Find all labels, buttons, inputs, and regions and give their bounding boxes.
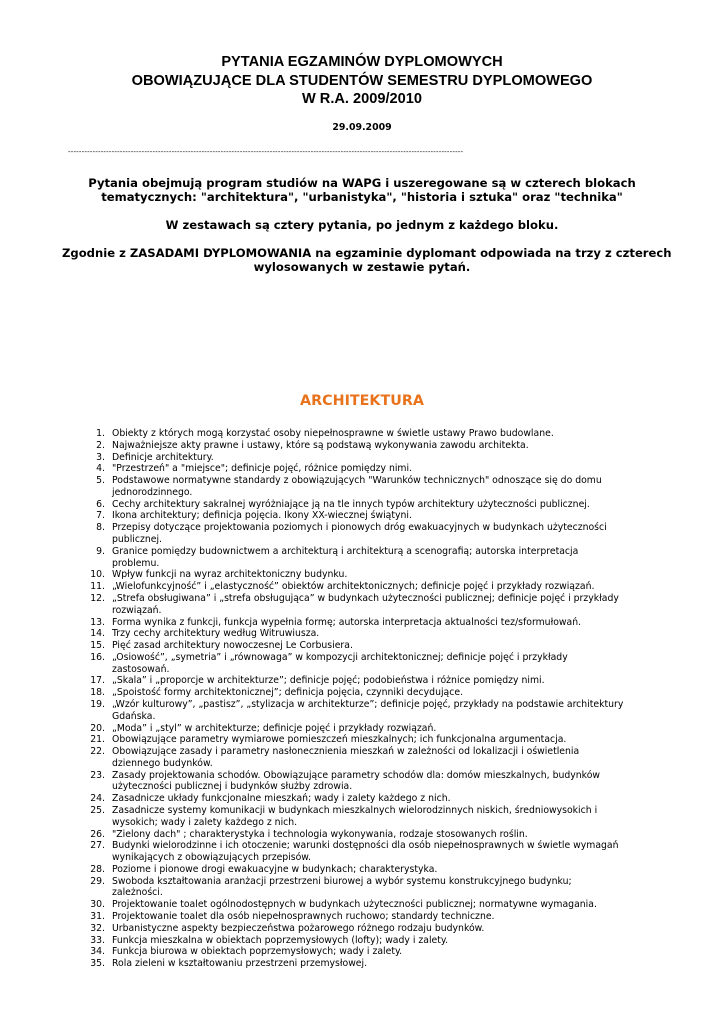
intro-line: Zgodnie z ZASADAMI DYPLOMOWANIA na egzaminie dyplomant odpowiada na trzy z czterech [62,246,672,260]
question-number: 33. [90,934,105,946]
document-date: 29.09.2009 [332,122,392,133]
question-text-line: „Spoistość formy architektonicznej”; definicja pojęcia, czynniki decydujące. [112,687,464,699]
question-item [86,958,646,970]
question-number: 15. [90,640,105,652]
question-text [112,428,646,440]
title-line: OBOWIĄZUJĄCE DLA STUDENTÓW SEMESTRU DYPLOMOWEGO [131,72,593,89]
question-text [112,699,646,723]
question-text [112,770,646,794]
question-text [112,805,646,829]
section-heading-architektura: ARCHITEKTURA [300,393,424,409]
question-number: 16. [90,651,105,663]
question-text-line: Obowiązujące parametry wymiarowe pomieszczeń mieszkalnych; ich funkcjonalna argumentacja. [112,734,567,746]
question-text-line: Gdańska. [112,710,156,722]
question-text-line: Zasadnicze systemy komunikacji w budynkach mieszkalnych wielorodzinnych niskich, średniowysokich i [112,805,598,816]
question-text [112,522,646,546]
question-number: 27. [90,840,105,852]
question-text [112,723,646,735]
question-text [112,746,646,770]
question-text-line: „Strefa obsługiwana” i „strefa obsługująca” w budynkach użyteczności publicznej; definicje pojęć i przykłady [112,592,619,604]
question-item [86,617,646,629]
question-number: 4. [96,463,105,475]
question-text [112,546,646,570]
question-item [86,569,646,581]
question-text-line: Projektowanie toalet dla osób niepełnosprawnych ruchowo; standardy techniczne. [112,911,495,923]
question-item [86,805,646,829]
question-text [112,569,646,581]
question-item [86,628,646,640]
question-text [112,628,646,640]
question-text-line: zależności. [112,887,163,899]
question-number: 20. [90,722,105,734]
question-text-line: „Skala” i „proporcje w architekturze”; definicje pojęć; podobieństwa i różnice pomiędzy nimi. [112,675,545,687]
question-text [112,864,646,876]
question-text-line: Funkcja mieszkalna w obiektach poprzemysłowych (lofty); wady i zalety. [112,934,449,946]
question-text [112,899,646,911]
question-text [112,640,646,652]
question-item [86,923,646,935]
question-number: 12. [90,592,105,604]
question-number: 11. [90,581,105,593]
question-text-line: Przepisy dotyczące projektowania poziomych i pionowych dróg ewakuacyjnych w budynkach użyteczności [112,522,607,534]
question-number: 34. [90,946,105,958]
question-text-line: Poziome i pionowe drogi ewakuacyjne w budynkach; charakterystyka. [112,863,438,875]
question-text-line: Zasadnicze układy funkcjonalne mieszkań; wady i zalety każdego z nich. [112,793,451,805]
question-text-line: Trzy cechy architektury według Witruwiusza. [112,628,320,640]
title-line: PYTANIA EGZAMINÓW DYPLOMOWYCH [221,54,503,70]
question-text [112,510,646,522]
question-text [112,734,646,746]
question-text [112,829,646,841]
question-number: 21. [90,734,105,746]
question-item [86,746,646,770]
question-text [112,475,646,499]
question-number: 22. [90,746,105,758]
question-number: 23. [90,769,105,781]
question-text [112,793,646,805]
question-number: 6. [96,498,105,510]
question-number: 19. [90,698,105,710]
question-item [86,946,646,958]
question-text-line: jednorodzinnego. [112,486,193,498]
question-number: 13. [90,616,105,628]
question-text [112,840,646,864]
question-text [112,935,646,947]
intro-line: tematycznych: "architektura", "urbanistyka", "historia i sztuka" oraz "technika" [101,190,623,205]
question-text-line: Forma wynika z funkcji, funkcja wypełnia formę; autorska interpretacja aktualności tez/sformułowań. [112,616,582,628]
question-number: 28. [90,863,105,875]
question-text-line: Projektowanie toalet ogólnodostępnych w budynkach użyteczności publicznej; normatywne wymagania. [112,899,597,911]
question-text-line: rozwiązań. [112,604,162,616]
question-text [112,923,646,935]
intro-line: W zestawach są cztery pytania, po jednym z każdego bloku. [165,218,559,232]
question-item [86,546,646,570]
question-text-line: Urbanistyczne aspekty bezpieczeństwa pożarowego różnego rodzaju budynków. [112,922,485,934]
question-text-line: "Przestrzeń" a "miejsce"; definicje pojęć, różnice pomiędzy nimi. [112,463,413,475]
intro-line: Pytania obejmują program studiów na WAPG i uszeregowane są w czterech blokach [88,176,636,190]
question-text [112,581,646,593]
question-number: 14. [90,628,105,640]
question-item [86,770,646,794]
question-text-line: problemu. [112,557,160,569]
question-number: 25. [90,805,105,816]
question-text [112,652,646,676]
question-number: 1. [96,428,105,439]
question-text-line: Najważniejsze akty prawne i ustawy, które są podstawą wykonywania zawodu architekta. [112,439,529,451]
question-number: 24. [90,793,105,805]
intro-paragraph-sets [62,218,662,232]
question-item [86,522,646,546]
question-number: 32. [90,922,105,934]
question-text-line: użyteczności publicznej i budynków służby zdrowia. [112,781,353,793]
question-item [86,899,646,911]
question-text [112,440,646,452]
question-text-line: dziennego budynków. [112,757,213,769]
question-text-line: „Moda” i „styl” w architekturze; definicje pojęć i przykłady rozwiązań. [112,722,437,734]
question-text-line: Granice pomiędzy budownictwem a architekturą i architekturą a scenografią; autorska interpretacja [112,545,579,557]
question-text [112,958,646,970]
question-item [86,911,646,923]
question-text [112,946,646,958]
question-item [86,793,646,805]
intro-paragraph-scope [62,176,662,204]
question-text-line: Budynki wielorodzinne i ich otoczenie; warunki dostępności dla osób niepełnosprawnych w świetle wymagań [112,840,619,852]
question-item [86,593,646,617]
question-item [86,499,646,511]
question-item [86,734,646,746]
intro-line: wylosowanych w zestawie pytań. [253,260,471,275]
dashed-divider: ------------------------------------------------------------------------------------------------------------------------------------------------- [68,148,464,156]
question-text [112,911,646,923]
question-text [112,876,646,900]
question-text-line: Swoboda kształtowania aranżacji przestrzeni biurowej a wybór systemu konstrukcyjnego budynku; [112,875,572,887]
question-text-line: Definicje architektury. [112,451,214,463]
question-item [86,463,646,475]
intro-paragraph-rules [62,246,672,275]
question-number: 31. [90,911,105,923]
question-item [86,440,646,452]
question-text-line: Wpływ funkcji na wyraz architektoniczny budynku. [112,569,348,581]
question-text [112,499,646,511]
question-text [112,675,646,687]
question-item [86,723,646,735]
question-number: 8. [96,522,105,534]
question-number: 18. [90,687,105,699]
question-item [86,675,646,687]
question-item [86,475,646,499]
question-number: 35. [90,958,105,970]
question-item [86,699,646,723]
question-text-line: wysokich; wady i zalety każdego z nich. [112,816,298,828]
question-text-line: Cechy architektury sakralnej wyróżniające ją na tle innych typów architektury użyteczności publicznej. [112,498,590,510]
question-item [86,864,646,876]
question-number: 30. [90,899,105,911]
question-text-line: „Wielofunkcyjność” i „elastyczność” obiektów architektonicznych; definicje pojęć i przykłady rozwiązań. [112,581,595,593]
document-title [62,53,662,109]
question-list [86,428,646,970]
question-text [112,687,646,699]
question-text-line: wynikających z obowiązujących przepisów. [112,852,312,864]
question-item [86,452,646,464]
question-text [112,452,646,464]
question-text-line: publicznej. [112,534,163,546]
title-line: W R.A. 2009/2010 [301,91,423,107]
question-number: 17. [90,675,105,687]
question-number: 3. [96,451,105,463]
question-item [86,935,646,947]
question-text-line: Zasady projektowania schodów. Obowiązujące parametry schodów dla: domów mieszkalnych, budynków [112,769,601,781]
question-item [86,840,646,864]
question-text [112,593,646,617]
question-text-line: Obowiązujące zasady i parametry nasłonecznienia mieszkań w zależności od lokalizacji i oświetlenia [112,746,580,758]
question-number: 26. [90,828,105,840]
question-text-line: Obiekty z których mogą korzystać osoby niepełnosprawne w świetle ustawy Prawo budowlane. [112,428,554,439]
question-number: 9. [96,545,105,557]
question-number: 5. [96,475,105,487]
question-text [112,617,646,629]
question-item [86,510,646,522]
question-number: 29. [90,875,105,887]
question-text-line: Rola zieleni w kształtowaniu przestrzeni przemysłowej. [112,958,368,970]
question-item [86,652,646,676]
question-text-line: "Zielony dach" ; charakterystyka i technologia wykonywania, rodzaje stosowanych roślin. [112,828,528,840]
question-item [86,687,646,699]
question-text [112,463,646,475]
question-text-line: „Wzór kulturowy”, „pastisz”, „stylizacja w architekturze”; definicje pojęć, przykłady na podstawie architektury [112,698,624,710]
question-text-line: Funkcja biurowa w obiektach poprzemysłowych; wady i zalety. [112,946,403,958]
question-text-line: Podstawowe normatywne standardy z obowiązujących "Warunków technicznych" odnoszące się do domu [112,475,602,487]
question-text-line: zastosowań. [112,663,170,675]
question-number: 2. [96,439,105,451]
question-text-line: Ikona architektury; definicja pojęcia. Ikony XX-wiecznej świątyni. [112,510,412,522]
question-item [86,428,646,440]
question-number: 7. [96,510,105,522]
question-text-line: „Osiowość”, „symetria” i „równowaga” w kompozycji architektonicznej; definicje pojęć i przykłady [112,651,568,663]
question-item [86,640,646,652]
question-text-line: Pięć zasad architektury nowoczesnej Le Corbusiera. [112,640,353,652]
question-number: 10. [90,569,105,581]
question-item [86,581,646,593]
question-item [86,876,646,900]
question-item [86,829,646,841]
